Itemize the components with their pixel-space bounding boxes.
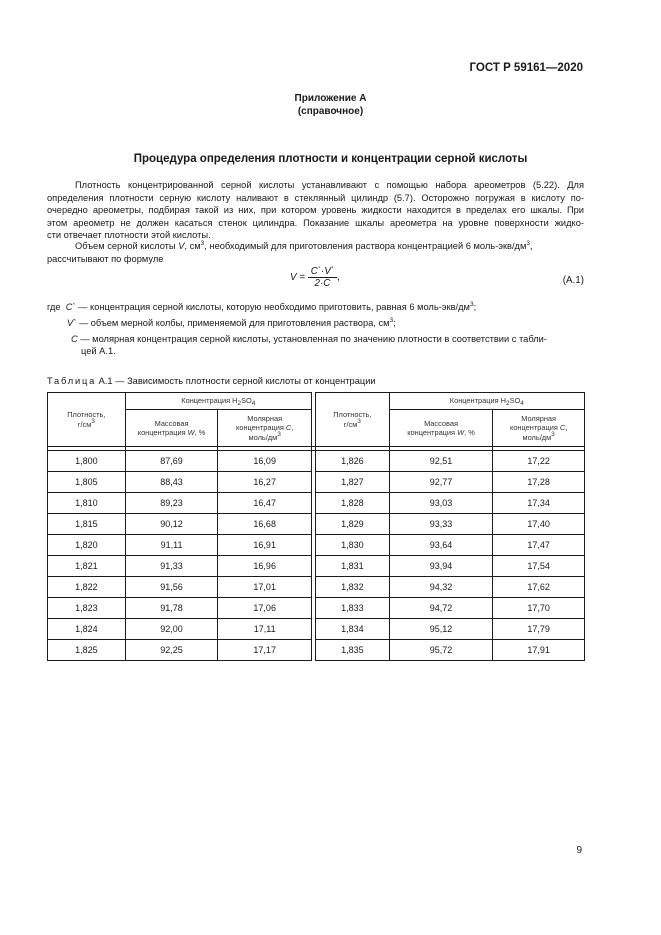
formula-fraction	[308, 266, 337, 289]
text: Концентрация H	[449, 396, 506, 406]
appendix-title: Приложение А	[294, 93, 367, 104]
table-cell: 93,03	[389, 493, 493, 514]
text: моль/дм	[522, 432, 552, 442]
text: ;	[393, 318, 396, 328]
table-cell: 17,22	[493, 451, 585, 472]
variable: C	[559, 423, 566, 433]
table-cell: 1,832	[315, 577, 389, 598]
header-mass-2	[389, 410, 493, 447]
table-cell: 1,825	[48, 640, 126, 661]
table-cell: 17,40	[493, 514, 585, 535]
superscript: 3	[277, 430, 281, 438]
text: — концентрация серной кислоты, которую необходимо приготовить, равная 6 моль-экв/дм	[75, 302, 470, 312]
superscript: 3	[526, 240, 530, 247]
text: , %	[194, 428, 206, 437]
table-cell: 95,12	[389, 619, 493, 640]
table-cell: 1,823	[48, 598, 126, 619]
table-cell: 17,06	[218, 598, 312, 619]
text: Концентрация H	[181, 396, 238, 406]
formula-numerator: C`·V`	[308, 266, 337, 278]
table-cell: 16,91	[218, 535, 312, 556]
text: Плотность,	[67, 410, 106, 419]
table-row	[48, 619, 585, 640]
text: — молярная концентрация серной кислоты, установленная по значению плотности в соответствии с табли-	[77, 334, 547, 344]
table-cell: 16,27	[218, 472, 312, 493]
table-cell: 17,47	[493, 535, 585, 556]
paragraph-volume	[47, 240, 584, 265]
header-concentration-2	[389, 393, 584, 410]
table-cell: 95,72	[389, 640, 493, 661]
table-row	[48, 514, 585, 535]
formula-a1	[290, 266, 340, 289]
table-cell: 1,800	[48, 451, 126, 472]
text: , см	[184, 241, 201, 251]
where-c	[71, 333, 584, 346]
table-cell: 93,33	[389, 514, 493, 535]
table-cell: 17,11	[218, 619, 312, 640]
text: SO	[241, 396, 252, 406]
text: ,	[530, 241, 533, 251]
table-cell: 1,824	[48, 619, 126, 640]
subscript: 4	[251, 400, 256, 408]
table-cell: 93,94	[389, 556, 493, 577]
table-cell: 1,810	[48, 493, 126, 514]
table-row	[48, 556, 585, 577]
text: SO	[509, 396, 521, 406]
table-cell: 1,831	[315, 556, 389, 577]
text: , %	[464, 428, 475, 437]
table-body	[48, 451, 585, 661]
table-cell: 90,12	[125, 514, 218, 535]
where-c-prime	[47, 301, 584, 314]
text: Молярная	[247, 413, 283, 423]
header-molar-2: Молярная концентрация C, моль/$дм^3$	[493, 410, 585, 447]
table-row	[48, 535, 585, 556]
table-cell: 91,11	[125, 535, 218, 556]
table-cell: 16,68	[218, 514, 312, 535]
superscript: 3	[357, 417, 361, 425]
formula-lhs: V =	[290, 272, 305, 284]
subscript: 2	[505, 400, 510, 408]
paragraph-line	[47, 240, 584, 253]
text: концентрация	[510, 423, 558, 433]
table-cell: 1,820	[48, 535, 126, 556]
equation-number: (A.1)	[562, 275, 584, 286]
table-cell: 17,54	[493, 556, 585, 577]
paragraph-line: Плотность концентрированной серной кислоты устанавливают с помощью набора ареометров (5.22). Для	[75, 180, 584, 190]
table-cell: 17,28	[493, 472, 585, 493]
formula-tail: ,	[337, 272, 340, 284]
table-cell: 1,805	[48, 472, 126, 493]
table-cell: 91,56	[125, 577, 218, 598]
table-header-row	[48, 393, 585, 410]
text: Объем серной кислоты	[75, 241, 176, 251]
table-cell: 1,822	[48, 577, 126, 598]
table-cell: 94,32	[389, 577, 493, 598]
table-cell: 1,835	[315, 640, 389, 661]
table-cell: 17,17	[218, 640, 312, 661]
table-cell: 17,62	[493, 577, 585, 598]
paragraph-line: сти отвечает плотности этой кислоты.	[47, 230, 211, 241]
text: г/см	[77, 419, 92, 429]
table-cell: 92,25	[125, 640, 218, 661]
table-cell: 17,70	[493, 598, 585, 619]
text: ;	[473, 302, 477, 312]
table-cell: 94,72	[389, 598, 493, 619]
table-cell: 16,96	[218, 556, 312, 577]
text: концентрация	[236, 423, 284, 433]
where-c-cont: цей А.1.	[81, 346, 116, 356]
table-cell: 1,828	[315, 493, 389, 514]
table-cell: 1,827	[315, 472, 389, 493]
table-row	[48, 493, 585, 514]
variable: C	[285, 423, 292, 433]
superscript: 3	[91, 417, 95, 425]
table-cell: 91,33	[125, 556, 218, 577]
table-cell: 16,09	[218, 451, 312, 472]
table-cell: 16,47	[218, 493, 312, 514]
header-molar: Молярная концентрация C, моль/$дм^3$	[218, 410, 312, 447]
text: Плотность,	[333, 410, 372, 419]
variable: W	[187, 428, 195, 437]
document-code: ГОСТ Р 59161—2020	[469, 62, 583, 74]
table-cell: 88,43	[125, 472, 218, 493]
symbol-v-prime: V`	[67, 318, 77, 328]
subscript: 2	[237, 400, 242, 408]
table-cell: 17,01	[218, 577, 312, 598]
table-row	[48, 598, 585, 619]
caption-text: А.1 — Зависимость плотности серной кислоты от концентрации	[96, 376, 376, 386]
caption-word: Таблица	[47, 376, 97, 386]
table-cell: 17,79	[493, 619, 585, 640]
paragraph-density	[47, 179, 584, 242]
table-cell: 1,834	[315, 619, 389, 640]
table-cell: 92,77	[389, 472, 493, 493]
table-cell: 1,815	[48, 514, 126, 535]
text: Массовая	[154, 418, 189, 428]
text: Массовая	[424, 418, 458, 428]
table-cell: 93,64	[389, 535, 493, 556]
symbol-c-prime: C`	[65, 302, 76, 312]
subscript: 4	[520, 400, 524, 408]
table-caption	[47, 376, 376, 386]
table-row	[48, 640, 585, 661]
paragraph-line: рассчитывают по формуле	[47, 253, 164, 264]
header-concentration	[125, 393, 311, 410]
table-row	[48, 577, 585, 598]
text: — объем мерной колбы, применяемой для приготовления раствора, см	[76, 318, 390, 328]
paragraph-line: определения плотности серную кислоту наливают в стеклянный цилиндр (5.7). Осторожно погружая в кислоту по-	[47, 192, 584, 203]
table-cell: 1,826	[315, 451, 389, 472]
table-cell: 1,829	[315, 514, 389, 535]
table-cell: 1,833	[315, 598, 389, 619]
text: Молярная	[521, 413, 557, 423]
table-row	[48, 451, 585, 472]
table-row	[48, 472, 585, 493]
table-cell: 1,821	[48, 556, 126, 577]
variable-v: V	[178, 241, 185, 251]
text: , необходимый для приготовления раствора концентрацией 6 моль-экв/дм	[204, 241, 527, 251]
table-cell: 1,830	[315, 535, 389, 556]
header-mass	[125, 410, 218, 447]
superscript: 3	[551, 430, 555, 438]
symbol-c: C	[71, 334, 78, 344]
appendix-subtitle: (справочное)	[297, 106, 364, 117]
text: моль/дм	[248, 432, 278, 442]
table-cell: 89,23	[125, 493, 218, 514]
table-cell: 17,34	[493, 493, 585, 514]
table-cell: 92,00	[125, 619, 218, 640]
section-title: Процедура определения плотности и концентрации серной кислоты	[133, 153, 528, 165]
text: концентрация	[407, 428, 456, 437]
paragraph-line: этом ареометр не должен касаться стенок цилиндра. Показание шкалы ареометра на уровне поверхности жидко-	[47, 217, 584, 228]
table-cell: 17,91	[493, 640, 585, 661]
header-density	[48, 393, 126, 447]
header-density-2	[315, 393, 389, 447]
text: г/см	[343, 419, 358, 429]
superscript: 3	[469, 301, 474, 308]
table-cell: 92,51	[389, 451, 493, 472]
where-prefix: где	[47, 302, 61, 312]
variable: W	[457, 428, 465, 437]
paragraph-line: очередно ареометры, подбирая такой из них, при котором уровень жидкости находится в пределах его шкалы. При	[47, 205, 584, 216]
superscript: 3	[200, 240, 205, 247]
table-cell: 91,78	[125, 598, 218, 619]
table-cell: 87,69	[125, 451, 218, 472]
superscript: 3	[389, 317, 394, 324]
where-v-prime	[67, 317, 584, 330]
text: концентрация	[137, 428, 186, 437]
formula-denominator: 2·C	[314, 278, 331, 289]
density-table	[47, 392, 585, 661]
page-number: 9	[576, 845, 582, 856]
